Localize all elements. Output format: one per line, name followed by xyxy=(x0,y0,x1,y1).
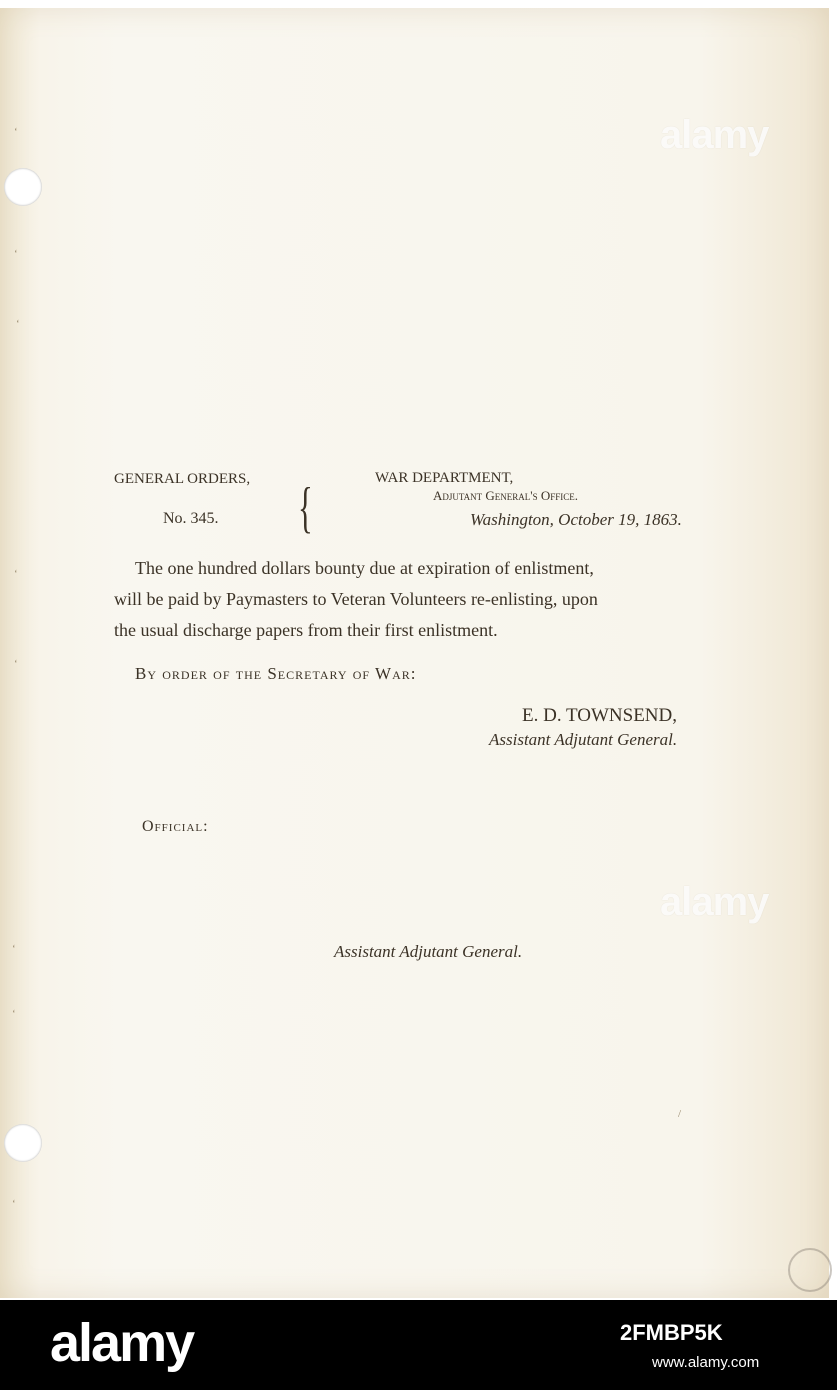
bottom-title: Assistant Adjutant General. xyxy=(334,942,523,961)
margin-mark: / xyxy=(678,1108,682,1120)
punch-hole xyxy=(4,168,42,206)
punch-hole xyxy=(4,1124,42,1162)
image-id: 2FMBP5K xyxy=(620,1320,723,1345)
place-date: Washington, October 19, 1863. xyxy=(470,510,682,529)
orders-number: No. 345. xyxy=(163,510,219,527)
footer-logo: alamy xyxy=(50,1313,194,1373)
brace-icon: { xyxy=(298,477,313,539)
margin-mark: ‘ xyxy=(12,1008,16,1020)
office-name: Adjutant General's Office. xyxy=(433,488,579,503)
margin-mark: ‘ xyxy=(12,1198,16,1210)
margin-mark: ‘ xyxy=(14,568,18,580)
margin-mark: ‘ xyxy=(14,248,18,260)
footer-url: www.alamy.com xyxy=(652,1354,760,1371)
margin-mark: ‘ xyxy=(16,318,20,330)
signature-name: E. D. TOWNSEND, xyxy=(522,705,677,726)
official-label: Official: xyxy=(142,818,209,835)
document-page xyxy=(0,8,829,1298)
watermark-logo: alamy xyxy=(660,113,769,157)
footer-bar xyxy=(0,1300,837,1390)
body-line: The one hundred dollars bounty due at expiration of enlistment, xyxy=(135,558,594,578)
margin-mark: ‘ xyxy=(14,658,18,670)
library-stamp xyxy=(788,1248,832,1292)
margin-mark: ‘ xyxy=(12,943,16,955)
body-line: the usual discharge papers from their first enlistment. xyxy=(114,620,498,640)
margin-mark: ‘ xyxy=(14,126,18,138)
order-line: By order of the Secretary of War: xyxy=(135,664,417,683)
body-line: will be paid by Paymasters to Veteran Volunteers re-enlisting, upon xyxy=(114,589,598,609)
department-name: WAR DEPARTMENT, xyxy=(375,470,514,486)
signature-title: Assistant Adjutant General. xyxy=(489,730,678,749)
orders-label: GENERAL ORDERS, xyxy=(114,471,251,487)
watermark-logo: alamy xyxy=(660,880,769,924)
